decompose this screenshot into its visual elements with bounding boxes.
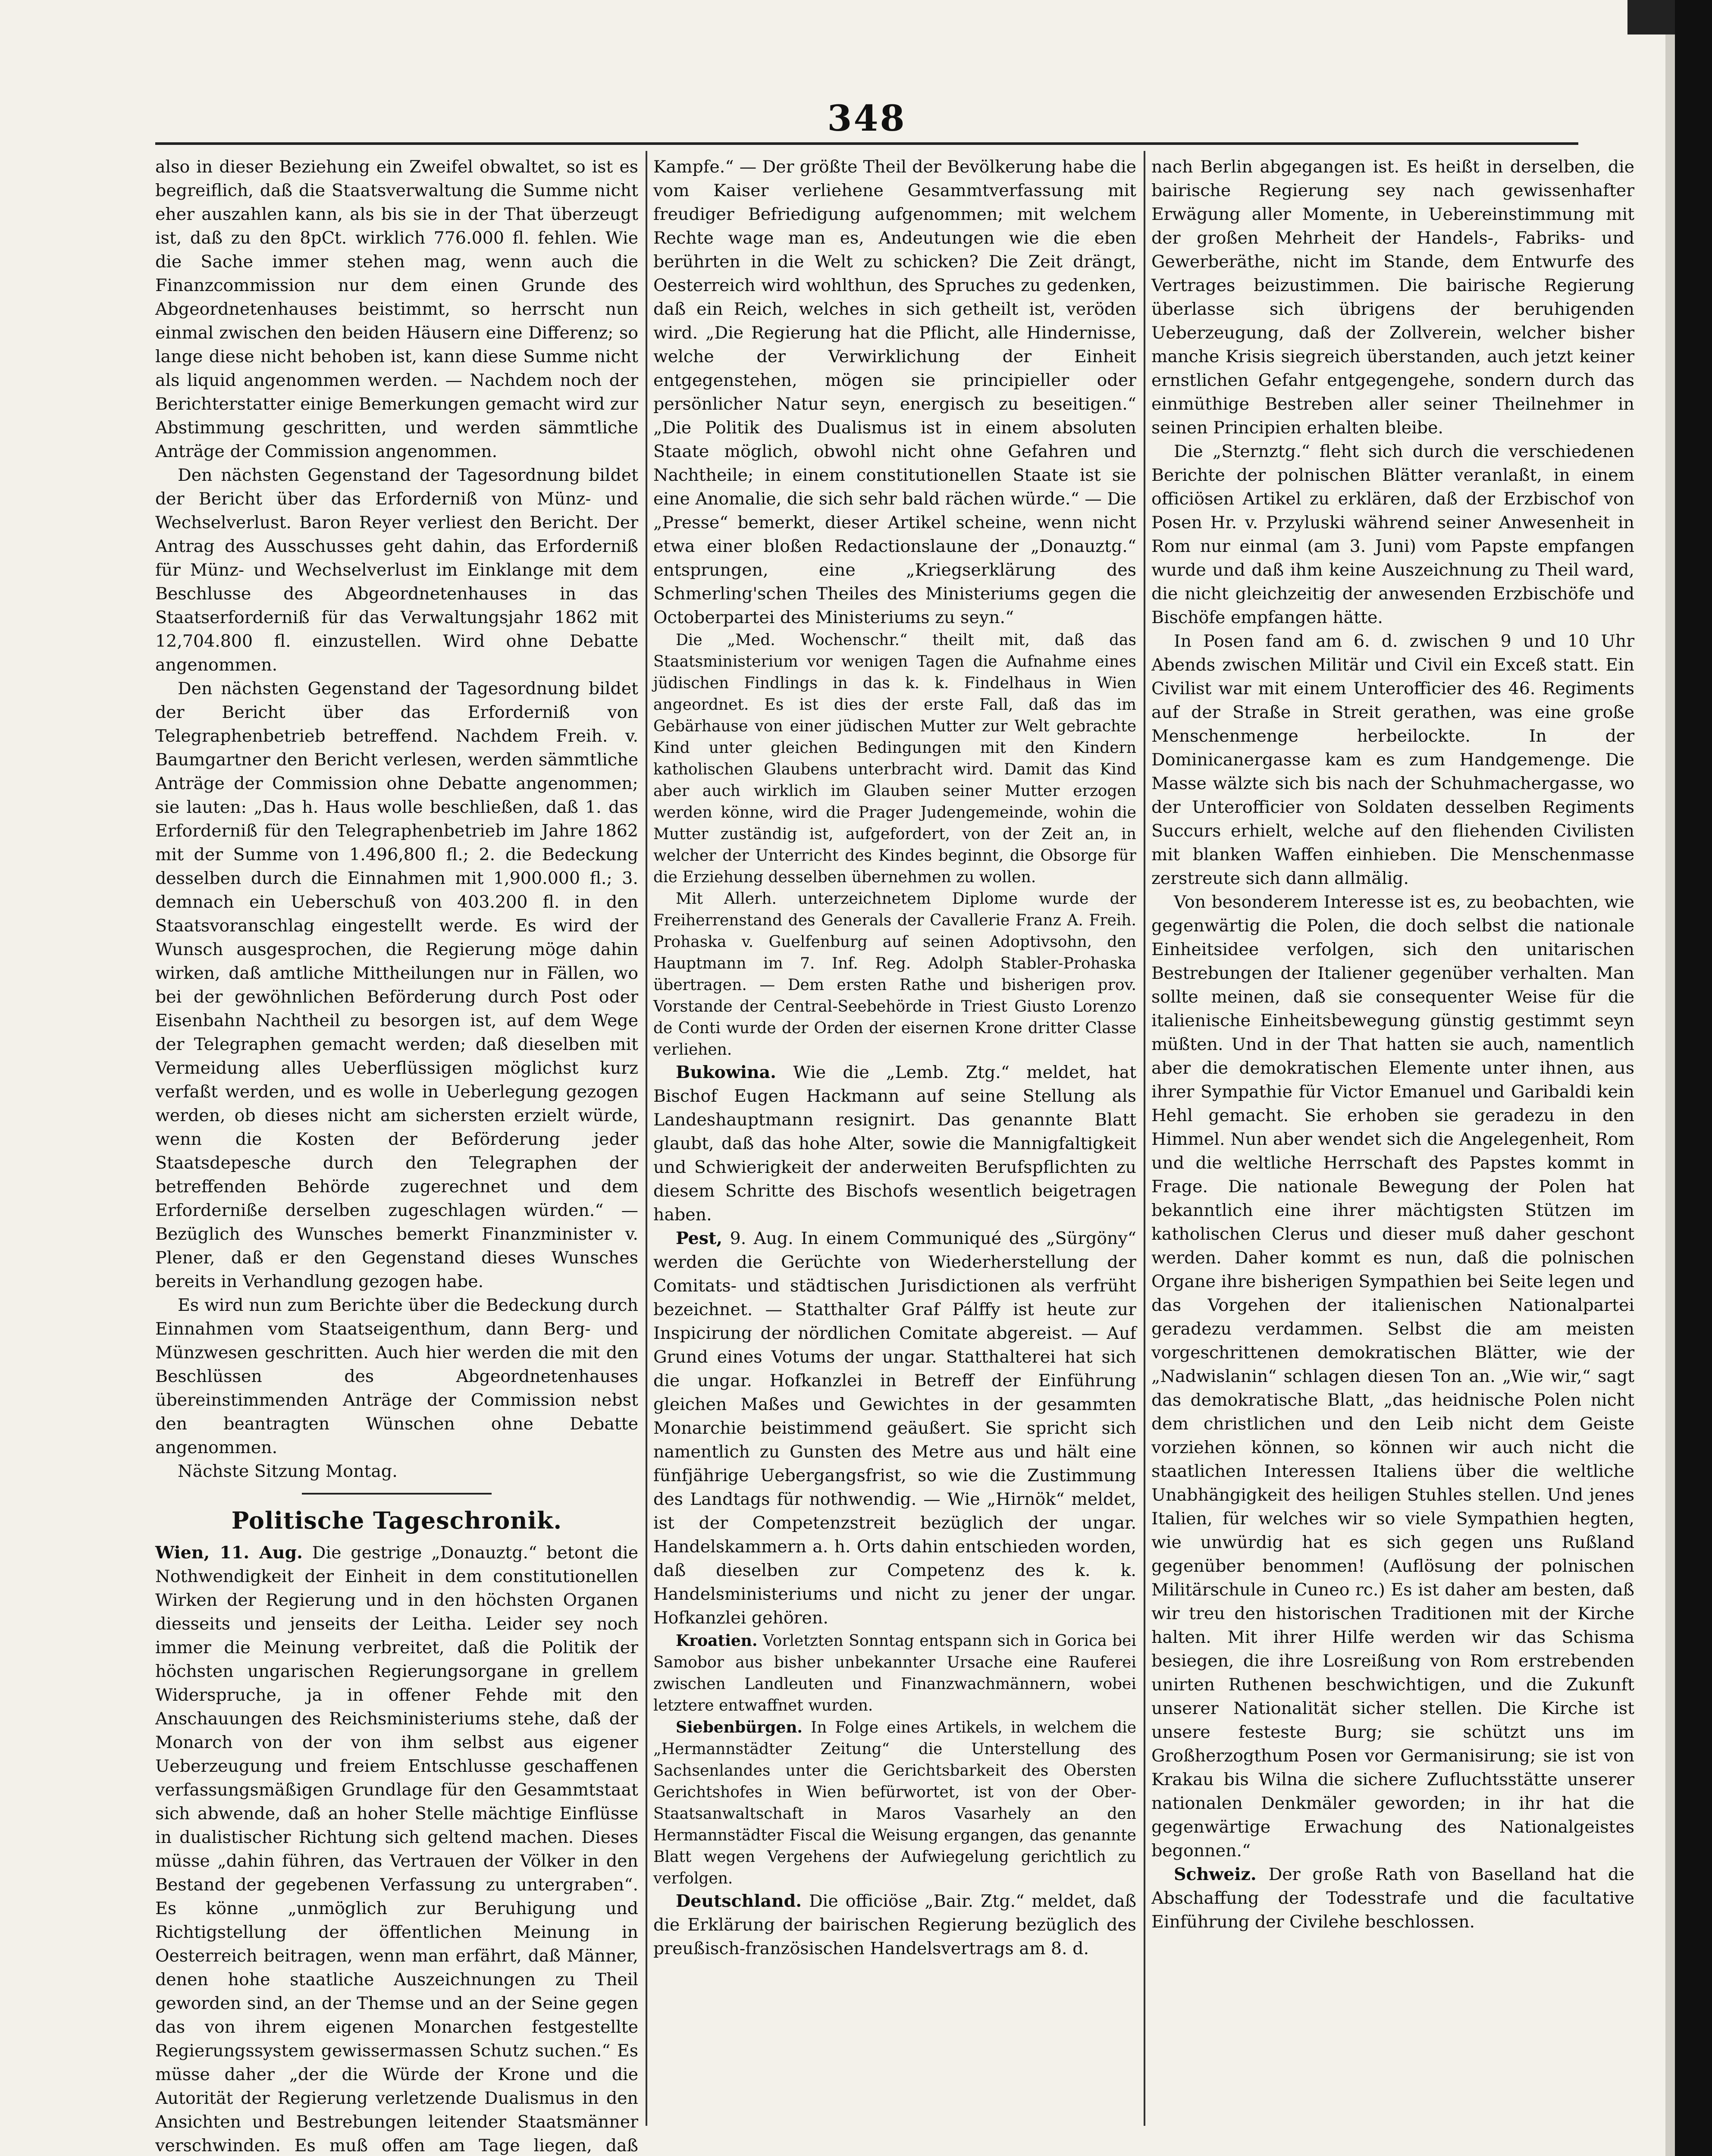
dateline-schweiz: Schweiz. xyxy=(1174,1865,1257,1884)
column-1 xyxy=(155,155,638,2156)
section-title: Politische Tageschronik. xyxy=(231,1507,562,1534)
dateline-deutschland: Deutschland. xyxy=(676,1891,802,1911)
article-siebenbuergen-text: In Folge eines Artikels, in welchem die „Hermannstädter Zeitung“ die Unterstellung des Sachsenlandes unter die Gerichtsbarkeit des Obersten Gerichtshofes in Wien befürwortet, ist von der Ober-Staatsanwaltschaft in Maros Vasarhely an den Hermannstädter Fiscal die Weisung ergangen, das genannte Blatt wegen Vergehens der Aufwiegelung gerichtlich zu verfolgen. xyxy=(653,1719,1136,1887)
article-wien-text: Die gestrige „Donauztg.“ betont die Nothwendigkeit der Einheit in dem constitutionellen Wirken der Regierung und in den höchsten Organen diesseits und jenseits der Leitha. Leider sey noch immer die Meinung verbreitet, daß die Politik der höchsten ungarischen Regierungsorgane in grellem Widerspruche, ja in offener Fehde mit den Anschauungen des Reichsministeriums stehe, daß der Monarch von der von ihm selbst aus eigener Ueberzeugung und freiem Entschlusse geschaffenen verfassungsmäßigen Grundlage für den Gesammtstaat sich abwende, daß an hoher Stelle mächtige Einflüsse in dualistischer Richtung sich geltend machen. Dieses müsse „dahin führen, das Vertrauen der Völker in den Bestand der gegebenen Verfassung zu untergraben“. Es könne „unmöglich zur Beruhigung und Richtigstellung der öffentlichen Meinung in Oesterreich beitragen, wenn man erfährt, daß Männer, denen hohe staatliche Auszeichnungen zu Theil geworden sind, an der Themse und an der Seine gegen das von ihrem eigenen Monarchen festgestellte Regierungssystem gewissermassen Schutz suchen.“ Es müsse daher „der die Würde der Krone und die Autorität der Regierung verletzende Dualismus in den Ansichten und Bestrebungen leitender Staatsmänner verschwinden. Es muß offen am Tage liegen, daß xyxy=(155,1543,638,2156)
paragraph-posen-excess: In Posen fand am 6. d. zwischen 9 und 10 Uhr Abends zwischen Militär und Civil ein Exceß statt. Ein Civilist war mit einem Unterofficier des 46. Regiments auf der Straße in Streit gerathen, was eine große Menschenmenge herbeilockte. In der Dominicanergasse kam es zum Handgemenge. Die Masse wälzte sich bis nach der Schuhmachergasse, wo der Unterofficier von Soldaten desselben Regiments Succurs erhielt, welche auf den fliehenden Civilisten mit blanken Waffen einhieben. Die Menschenmasse zerstreute sich dann allmälig. xyxy=(1151,631,1634,888)
paragraph-finance-commission: also in dieser Beziehung ein Zweifel obwaltet, so ist es begreiflich, daß die Staatsverwaltung die Summe nicht eher auszahlen kann, als bis sie in der That überzeugt ist, daß zu den 8pCt. wirklich 776.000 fl. fehlen. Wie die Sache immer stehen mag, wenn auch die Finanzcommission nur dem einen Grunde des Abgeordnetenhauses beistimmt, so herrscht nun einmal zwischen den beiden Häusern eine Differenz; so lange diese nicht behoben ist, kann diese Summe nicht als liquid angenommen werden. — Nachdem noch der Berichterstatter einige Bemerkungen gemacht wird zur Abstimmung geschritten, und werden sämmtliche Anträge der Commission angenommen. xyxy=(155,157,638,461)
paragraph-staatseigenthum: Es wird nun zum Berichte über die Bedeckung durch Einnahmen vom Staatseigenthum, dann Berg- und Münzwesen geschritten. Auch hier werden die mit den Beschlüssen des Abgeordnetenhauses übereinstimmenden Anträge der Commission nebst den beantragten Wünschen ohne Debatte angenommen. xyxy=(155,1295,638,1457)
scan-corner-mark xyxy=(1627,0,1675,34)
paragraph-bairische-regierung: nach Berlin abgegangen ist. Es heißt in derselben, die bairische Regierung sey nach gewissenhafter Erwägung aller Momente, in Uebereinstimmung mit der großen Mehrheit der Handels-, Fabriks- und Gewerberäthe, nicht im Stande, dem Entwurfe des Vertrages beizustimmen. Die bairische Regierung überlasse sich übrigens der beruhigenden Ueberzeugung, daß der Zollverein, welcher bisher manche Krisis siegreich überstanden, auch jetzt keiner ernstlichen Gefahr entgegengehe, sondern durch das einmüthige Bestreben aller seiner Theilnehmer in seinen Principien erhalten bleibe. xyxy=(1151,157,1634,438)
paragraph-sternztg: Die „Sternztg.“ fleht sich durch die verschiedenen Berichte der polnischen Blätter veranlaßt, in einem officiösen Artikel zu erklären, daß der Erzbischof von Posen Hr. v. Przyluski während seiner Anwesenheit in Rom nur einmal (am 3. Juni) vom Papste empfangen wurde und daß ihm keine Auszeichnung zu Theil ward, die nicht gleichzeitig der anwesenden Erzbischöfe und Bischöfe empfangen hätte. xyxy=(1151,442,1634,627)
page-number: 348 xyxy=(827,98,906,139)
dateline-kroatien: Kroatien. xyxy=(676,1632,758,1650)
dateline-bukowina: Bukowina. xyxy=(676,1062,776,1082)
paragraph-kampfe: Kampfe.“ — Der größte Theil der Bevölkerung habe die vom Kaiser verliehene Gesammtverfassung mit freudiger Befriedigung aufgenommen; mit welchem Rechte wage man es, Andeutungen wie die eben berührten in die Welt zu schicken? Die Zeit drängt, Oesterreich wird wohlthun, des Spruches zu gedenken, daß ein Reich, welches in sich getheilt ist, veröden wird. „Die Regierung hat die Pflicht, alle Hindernisse, welche der Verwirklichung der Einheit entgegenstehen, mögen sie principieller oder persönlicher Natur seyn, energisch zu beseitigen.“ „Die Politik des Dualismus ist in einem absoluten Staate möglich, obwohl nicht ohne Gefahren und Nachtheile; in einem constitutionellen Staate ist sie eine Anomalie, die sich sehr bald rächen würde.“ — Die „Presse“ bemerkt, dieser Artikel scheine, wenn nicht etwa einer bloßen Redactionslaune der „Donauztg.“ entsprungen, eine „Kriegserklärung des Schmerling'schen Theiles des Ministeriums gegen die Octoberpartei des Ministeriums zu seyn.“ xyxy=(653,157,1136,627)
article-schweiz xyxy=(1151,1863,1634,1934)
section-rule xyxy=(302,1493,492,1495)
dateline-pest: Pest, xyxy=(676,1228,723,1248)
column-divider-1 xyxy=(646,151,647,2126)
article-kroatien-text: Vorletzten Sonntag entspann sich in Gorica bei Samobor aus bisher unbekannter Ursache eine Rauferei zwischen Landleuten und Finanzwachmännern, wobei letztere entwaffnet wurden. xyxy=(653,1632,1136,1714)
column-divider-2 xyxy=(1144,151,1145,2126)
article-deutschland-text: Die officiöse „Bair. Ztg.“ meldet, daß die Erklärung der bairischen Regierung bezüglich des preußisch-französischen Handelsvertrags am 8. d. xyxy=(653,1891,1136,1959)
column-3 xyxy=(1151,155,1634,2122)
next-session-note: Nächste Sitzung Montag. xyxy=(178,1461,398,1481)
dateline-wien: Wien, 11. Aug. xyxy=(155,1543,303,1563)
article-kroatien xyxy=(653,1630,1136,1717)
column-2 xyxy=(653,155,1136,2122)
article-pest xyxy=(653,1227,1136,1630)
paragraph-muenz-wechselverlust: Den nächsten Gegenstand der Tagesordnung bildet der Bericht über das Erforderniß von Münz- und Wechselverlust. Baron Reyer verliest den Bericht. Der Antrag des Ausschusses geht dahin, das Erforderniß für Münz- und Wechselverlust im Einklange mit dem Beschlusse des Abgeordnetenhauses in das Staatserforderniß für das Verwaltungsjahr 1862 mit 12,704.800 fl. einzustellen. Wird ohne Debatte angenommen. xyxy=(155,465,638,675)
article-pest-text: 9. Aug. In einem Communiqué des „Sürgöny“ werden die Gerüchte von Wiederherstellung der Comitats- und städtischen Jurisdictionen als verfrüht bezeichnet. — Statthalter Graf Pálffy ist heute zur Inspicirung der nördlichen Comitate abgereist. — Auf Grund eines Votums der ungar. Statthalterei hat sich die ungar. Hofkanzlei in Betreff der Einführung gleichen Maßes und Gewichtes in der gesammten Monarchie beistimmend geäußert. Sie spricht sich namentlich zu Gunsten des Metre aus und hält eine fünfjährige Uebergangsfrist, so wie die Zustimmung des Landtags für nothwendig. — Wie „Hirnök“ meldet, ist der Competenzstreit bezüglich der ungar. Handelskammern a. h. Orts dahin entschieden worden, daß dieselben zur Competenz des k. k. Handelsministeriums und nicht zu jener der ungar. Hofkanzlei gehören. xyxy=(653,1228,1136,1628)
paragraph-telegraphenbetrieb: Den nächsten Gegenstand der Tagesordnung bildet der Bericht über das Erforderniß von Telegraphenbetrieb betreffend. Nachdem Freih. v. Baumgartner den Bericht verlesen, werden sämmtliche Anträge der Commission ohne Debatte angenommen; sie lauten: „Das h. Haus wolle beschließen, daß 1. das Erforderniß für den Telegraphenbetrieb im Jahre 1862 mit der Summe von 1.496,800 fl.; 2. die Bedeckung desselben durch die Einnahmen mit 1,900.000 fl.; 3. demnach ein Ueberschuß von 403.200 fl. in den Staatsvoranschlag eingestellt werde. Es wird der Wunsch ausgesprochen, die Regierung möge dahin wirken, daß amtliche Mittheilungen nur in Fällen, wo bei der gewöhnlichen Beförderung durch Post oder Eisenbahn Nachtheil zu besorgen ist, auf dem Wege der Telegraphen gemacht werden; daß dieselben mit Vermeidung alles Ueberflüssigen möglichst kurz verfaßt werden, und es wolle in Ueberlegung gezogen werden, ob dieses nicht am sichersten erzielt würde, wenn die Kosten der Beförderung jeder Staatsdepesche durch den Telegraphen der betreffenden Behörde zugerechnet und dem Erforderniße derselben zugeschlagen würden.“ — Bezüglich des Wunsches bemerkt Finanzminister v. Plener, daß er den Gegenstand dieses Wunsches bereits in Verhandlung gezogen habe. xyxy=(155,679,638,1291)
article-wien xyxy=(155,1541,638,2156)
paragraph-diplome: Mit Allerh. unterzeichnetem Diplome wurde der Freiherrenstand des Generals der Cavallerie Franz A. Freih. Prohaska v. Guelfenburg auf seinen Adoptivsohn, den Hauptmann im 7. Inf. Reg. Adolph Stabler-Prohaska übertragen. — Dem ersten Rathe und bisherigen prov. Vorstande der Central-Seebehörde in Triest Giusto Lorenzo de Conti wurde der Orden der eisernen Krone dritter Classe verliehen. xyxy=(653,890,1136,1059)
article-bukowina-text: Wie die „Lemb. Ztg.“ meldet, hat Bischof Eugen Hackmann auf seine Stellung als Landeshauptmann resignirt. Das genannte Blatt glaubt, daß das hohe Alter, sowie die Mannigfaltigkeit und Schwierigkeit der anderweiten Berufspflichten zu diesem Schritte des Bischofs wesentlich beigetragen haben. xyxy=(653,1062,1136,1225)
scan-edge-right xyxy=(1675,0,1712,2156)
article-siebenbuergen xyxy=(653,1717,1136,1890)
paragraph-findelhaus: Die „Med. Wochenschr.“ theilt mit, daß das Staatsministerium vor wenigen Tagen die Aufnahme eines jüdischen Findlings in das k. k. Findelhaus in Wien angeordnet. Es ist dies der erste Fall, daß das im Gebärhause von einer jüdischen Mutter zur Welt gebrachte Kind unter gleichen Bedingungen mit den Kindern katholischen Glaubens unterbracht wird. Damit das Kind aber auch wirklich im Glauben seiner Mutter erzogen werden könne, wird die Prager Judengemeinde, wohin die Mutter zuständig ist, aufgefordert, von der Zeit an, in welcher der Unterricht des Kindes beginnt, die Obsorge für die Erziehung desselben übernehmen zu wollen. xyxy=(653,631,1136,886)
header-rule xyxy=(155,142,1578,145)
article-schweiz-text: Der große Rath von Baselland hat die Abschaffung der Todesstrafe und die facultative Einführung der Civilehe beschlossen. xyxy=(1151,1865,1634,1932)
article-bukowina xyxy=(653,1061,1136,1227)
article-deutschland xyxy=(653,1890,1136,1961)
paragraph-polen-italien: Von besonderem Interesse ist es, zu beobachten, wie gegenwärtig die Polen, die doch selbst die nationale Einheitsidee verfolgen, sich den unitarischen Bestrebungen der Italiener gegenüber verhalten. Man sollte meinen, daß sie consequenter Weise für die italienische Einheitsbewegung günstig gestimmt seyn müßten. Und in der That hatten sie auch, namentlich aber die demokratischen Elemente unter ihnen, aus ihrer Sympathie für Victor Emanuel und Garibaldi kein Hehl gemacht. Sie erhoben sie geradezu in den Himmel. Nun aber wendet sich die Angelegenheit, Rom und die weltliche Herrschaft des Papstes kommt in Frage. Die nationale Bewegung der Polen hat bekanntlich eine ihrer mächtigsten Stützen im katholischen Clerus und dieser muß daher geschont werden. Daher kommt es nun, daß die polnischen Organe ihre bisherigen Sympathien bei Seite legen und das Vorgehen der italienischen Nationalpartei geradezu verdammen. Selbst die am meisten vorgeschrittenen demokratischen Blätter, wie der „Nadwislanin“ schlagen diesen Ton an. „Wie wir,“ sagt das demokratische Blatt, „das heidnische Polen nicht dem christlichen und den Leib nicht dem Geiste vorziehen können, so können wir auch nicht die staatlichen Interessen Italiens über die weltliche Unabhängigkeit des heiligen Stuhles stellen. Und jenes Italien, für welches wir so viele Sympathien hegten, wie unwürdig hat es sich gegen uns Rußland gegenüber benommen! (Auflösung der polnischen Militärschule in Cuneo rc.) Es ist daher am besten, daß wir treu den historischen Traditionen mit der Kirche halten. Mit ihrer Hilfe werden wir das Schisma besiegen, die ihre Losreißung von Rom erstrebenden unirten Ruthenen beschwichtigen, und die Zukunft unserer Nationalität sicher stellen. Die Kirche ist unsere festeste Burg; sie schützt uns im Großherzogthum Posen vor Germanisirung; sie ist von Krakau bis Wilna die sichere Zufluchtsstätte unserer nationalen Denkmäler geworden; in ihr hat die gegenwärtige Erwachung des Nationalgeistes begonnen.“ xyxy=(1151,892,1634,1861)
scan-margin xyxy=(1665,0,1675,2156)
dateline-siebenbuergen: Siebenbürgen. xyxy=(676,1718,803,1736)
